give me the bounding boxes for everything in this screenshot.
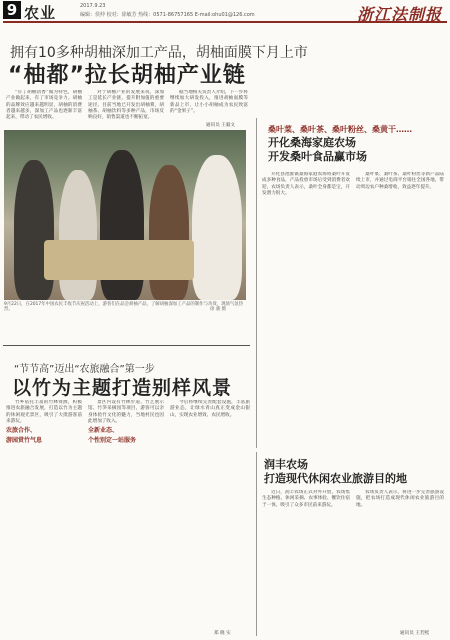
section-rule (3, 345, 250, 346)
story1-headline: “柚都”拉长胡柚产业链 (8, 63, 246, 88)
product-table (44, 240, 194, 280)
story3-column-3 (170, 400, 250, 634)
story3-subhead-1: 农旅合作、 (6, 427, 37, 435)
photo-caption (4, 302, 246, 313)
story4-column-2 (356, 490, 444, 628)
story4-signature: 通讯员 王若熙 (400, 631, 430, 636)
story3-col2-text: 景区内设有竹林步道、竹艺展示馆、竹笋采摘园等项目，游客可以亲身体验竹文化的魅力，当地村民也因此增加了收入。 (88, 400, 164, 424)
masthead-rule (3, 21, 447, 23)
column-divider (256, 118, 257, 448)
story1-column-3 (170, 90, 248, 122)
photo-credit: 徐 骏 摄 (210, 307, 226, 313)
newspaper-brand: 浙江法制报 (356, 5, 442, 24)
page-number: 9 (3, 1, 21, 19)
story3-column-2 (88, 400, 164, 634)
story3-column-1 (6, 400, 82, 634)
story3-subhead-3: 全新业态、 (88, 427, 119, 435)
story2-headline (268, 136, 367, 164)
story2-column-1 (262, 172, 350, 442)
story2-col2-text: 桑叶菜、桑叶茶、桑叶粉丝等新产品陆续上市，并通过电商平台销往全国各地，带动周边农户种桑增收，效益逐年提升。 (356, 172, 444, 190)
story4-headline: 打造现代休闲农业旅游目的地 (264, 472, 407, 485)
story2-column-2 (356, 172, 444, 442)
story1-kicker: 拥有10多种胡柚深加工产品，胡柚面膜下月上市 (10, 45, 308, 61)
story3-col1-text: 竹乡依托丰富的竹林资源，积极推进农旅融合发展，打造以竹为主题的休闲观光景区，吸引了大批游客前来游玩。 (6, 400, 82, 424)
story1-col1-text: “有了胡柚清香”做为特色，胡柚产业做起来，有了市场竞争力。胡柚的品牌效应越来越明显，胡柚的消费者越来越多，深加工产品也逐渐丰富起来，带动了农民增收。 (6, 90, 82, 121)
story1-col3-text: 据当地相关负责人介绍，下一步将继续加大研发投入，推进胡柚面膜等新品上市，让小小胡柚成为农民致富的“金果子”。 (170, 90, 248, 114)
story2-headline-line2: 开发桑叶食品赢市场 (268, 150, 367, 163)
story1-column-1 (6, 90, 82, 128)
story2-col1-text: 开化县池淮镇桑海家庭农场将桑叶开发成多种食品，产品投放市场后受到消费者欢迎，农场负责人表示，桑叶全身都是宝，开发潜力很大。 (262, 172, 350, 196)
story3-headline: 以竹为主题打造别样风景 (12, 377, 233, 399)
news-photo (4, 130, 246, 300)
story4-col1-text: 近日，润丰农场正式对外开放，农场集生态种植、休闲采摘、农事体验、餐饮住宿于一体，吸引了众多市民前来游玩。 (262, 490, 350, 508)
photo-figure (192, 155, 242, 300)
story4-col2-text: 农场负责人表示，将进一步完善旅游设施，把农场打造成现代休闲农业旅游目的地。 (356, 490, 444, 508)
story3-col3-text: 今后将继续完善配套设施，丰富旅游业态，让绿水青山真正变成金山银山，实现农业增效、农民增收。 (170, 400, 250, 418)
story3-subhead-2: 游园赏竹气息 (6, 437, 43, 445)
story3-kicker: “节节高”迈出“农旅融合”第一步 (14, 364, 155, 375)
photo-figure (59, 170, 97, 300)
photo-caption-text: 9月22日，在2017年中国农民丰收节庆祝活动上，游客们在品尝胡柚产品，了解胡柚深加工产品的制作与功效，现场气氛热烈。 (4, 302, 244, 313)
section-name: 农业 (24, 4, 57, 22)
story3-signature: 郑 晓 实 (214, 631, 231, 636)
issue-date: 2017.9.23 (80, 3, 106, 9)
story1-signature: 通讯员 王毅文 (206, 123, 236, 128)
story1-col2-text: 对于胡柚产业的发展来说，深加工是延长产业链、提升附加值的重要途径。目前当地已开发出胡柚膏、胡柚茶、胡柚饮料等多种产品，市场反响良好，销售渠道也不断拓宽。 (88, 90, 164, 121)
story2-headline-line1: 开化桑海家庭农场 (268, 136, 356, 149)
story3-subhead-4: 个性别定一站服务 (88, 437, 137, 445)
story4-kicker: 润丰农场 (264, 458, 308, 471)
editor-line: 编辑：侯仲 校对：徐敏芳 热线：0571-86757165 E-mail:ohu01@126.com (80, 12, 255, 18)
story4-column-1 (262, 490, 350, 635)
story2-kicker: 桑叶菜、桑叶茶、桑叶粉丝、桑黄干…… (268, 125, 412, 134)
story1-column-2 (88, 90, 164, 128)
column-divider (256, 452, 257, 636)
